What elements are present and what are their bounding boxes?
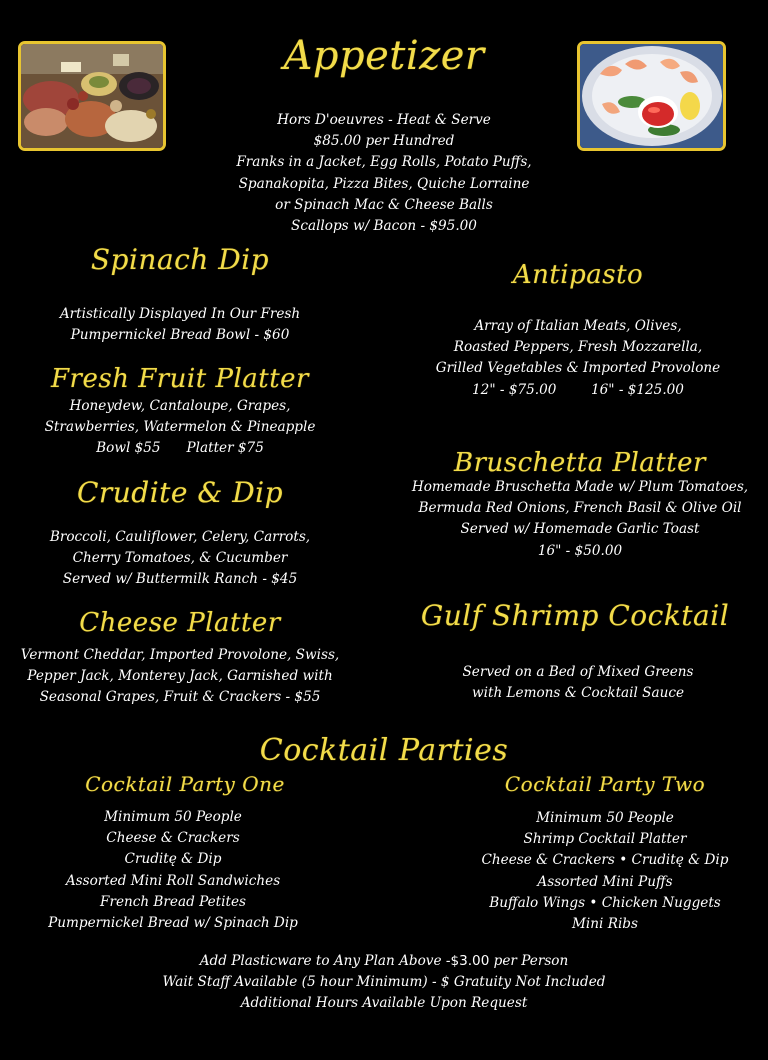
plasticware-note (0, 951, 768, 972)
antipasto-line: Grilled Vegetables & Imported Provolone (435, 360, 721, 377)
bruschetta-line: Served w/ Homemade Garlic Toast (460, 521, 700, 538)
cheese-platter-line: Seasonal Grapes, Fruit & Crackers - $55 (39, 689, 321, 706)
cocktail-party-one-title: Cocktail Party One (85, 772, 285, 796)
bruschetta-description (398, 477, 762, 562)
appetizer-description (184, 110, 584, 237)
spinach-dip-line: Artistically Displayed In Our Fresh (59, 306, 301, 322)
cocktail-party-one-list (20, 807, 326, 934)
antipasto-description (408, 316, 748, 401)
fruit-platter-title: Fresh Fruit Platter (51, 364, 309, 394)
party-two-item: Buffalo Wings • Chicken Nuggets (489, 894, 721, 911)
bruschetta-title: Bruschetta Platter (453, 448, 706, 478)
crudite-description (20, 527, 340, 591)
spinach-dip-description (20, 304, 340, 346)
appetizer-line: or Spinach Mac & Cheese Balls (275, 196, 493, 213)
party-two-item: Mini Ribs (572, 916, 638, 933)
appetizer-title: Appetizer (283, 33, 485, 79)
wait-staff-note: Wait Staff Available (5 hour Minimum) - $ Gratuity Not Included (162, 974, 606, 991)
antipasto-line: 12" - $75.00 16" - $125.00 (472, 381, 684, 398)
shrimp-cocktail-line: Served on a Bed of Mixed Greens (462, 664, 694, 680)
appetizer-line: $85.00 per Hundred (313, 133, 455, 150)
spinach-dip-line: Pumpernickel Bread Bowl - $60 (70, 327, 290, 344)
cocktail-party-two-title: Cocktail Party Two (504, 772, 706, 796)
antipasto-title: Antipasto (512, 260, 644, 290)
party-one-item: Cruditę & Dip (124, 851, 222, 868)
party-two-item: Shrimp Cocktail Platter (523, 831, 687, 848)
party-one-item: French Bread Petites (100, 893, 246, 910)
fruit-platter-line: Bowl $55 Platter $75 (96, 440, 264, 457)
fruit-platter-description (20, 396, 340, 460)
cocktail-parties-title: Cocktail Parties (259, 733, 509, 768)
bruschetta-line: 16" - $50.00 (537, 542, 623, 559)
fruit-platter-line: Honeydew, Cantaloupe, Grapes, (69, 398, 291, 414)
crudite-line: Served w/ Buttermilk Ranch - $45 (62, 571, 298, 588)
additional-hours-note: Additional Hours Available Upon Request (240, 995, 528, 1012)
bruschetta-line: Homemade Bruschetta Made w/ Plum Tomatoes, (411, 479, 749, 495)
plasticware-text: Add Plasticware to Any Plan Above - (199, 953, 451, 969)
cheese-platter-line: Pepper Jack, Monterey Jack, Garnished with (27, 668, 333, 685)
footer-notes (0, 951, 768, 1015)
party-one-item: Cheese & Crackers (106, 830, 240, 847)
party-two-item: Assorted Mini Puffs (537, 873, 673, 890)
plasticware-unit: per Person (489, 953, 569, 969)
party-two-item: Cheese & Crackers • Cruditę & Dip (481, 852, 729, 869)
appetizer-line: Hors D'oeuvres - Heat & Serve (277, 112, 491, 128)
appetizer-line: Spanakopita, Pizza Bites, Quiche Lorraine (238, 175, 530, 192)
party-one-item: Pumpernickel Bread w/ Spinach Dip (48, 915, 298, 932)
shrimp-cocktail-title: Gulf Shrimp Cocktail (420, 599, 730, 632)
plasticware-price: $3.00 (450, 953, 490, 969)
antipasto-line: Array of Italian Meats, Olives, (474, 318, 682, 334)
party-one-item: Assorted Mini Roll Sandwiches (65, 872, 281, 889)
shrimp-cocktail-description (410, 662, 746, 704)
antipasto-line: Roasted Peppers, Fresh Mozzarella, (453, 339, 703, 356)
crudite-line: Broccoli, Cauliflower, Celery, Carrots, (49, 529, 311, 545)
bruschetta-line: Bermuda Red Onions, French Basil & Olive Oil (418, 500, 742, 517)
appetizer-line: Franks in a Jacket, Egg Rolls, Potato Puffs, (236, 154, 532, 171)
fruit-platter-line: Strawberries, Watermelon & Pineapple (44, 419, 316, 436)
shrimp-cocktail-line: with Lemons & Cocktail Sauce (472, 685, 684, 702)
party-one-item: Minimum 50 People (104, 809, 242, 825)
cheese-platter-line: Vermont Cheddar, Imported Provolone, Swiss, (20, 647, 340, 663)
cocktail-party-two-list (450, 808, 760, 935)
party-two-item: Minimum 50 People (536, 810, 674, 826)
spinach-dip-title: Spinach Dip (90, 243, 270, 276)
crudite-title: Crudite & Dip (76, 476, 284, 509)
appetizer-line: Scallops w/ Bacon - $95.00 (291, 218, 477, 235)
cheese-platter-description (10, 645, 350, 709)
crudite-line: Cherry Tomatoes, & Cucumber (72, 550, 288, 567)
cheese-platter-title: Cheese Platter (79, 608, 281, 638)
